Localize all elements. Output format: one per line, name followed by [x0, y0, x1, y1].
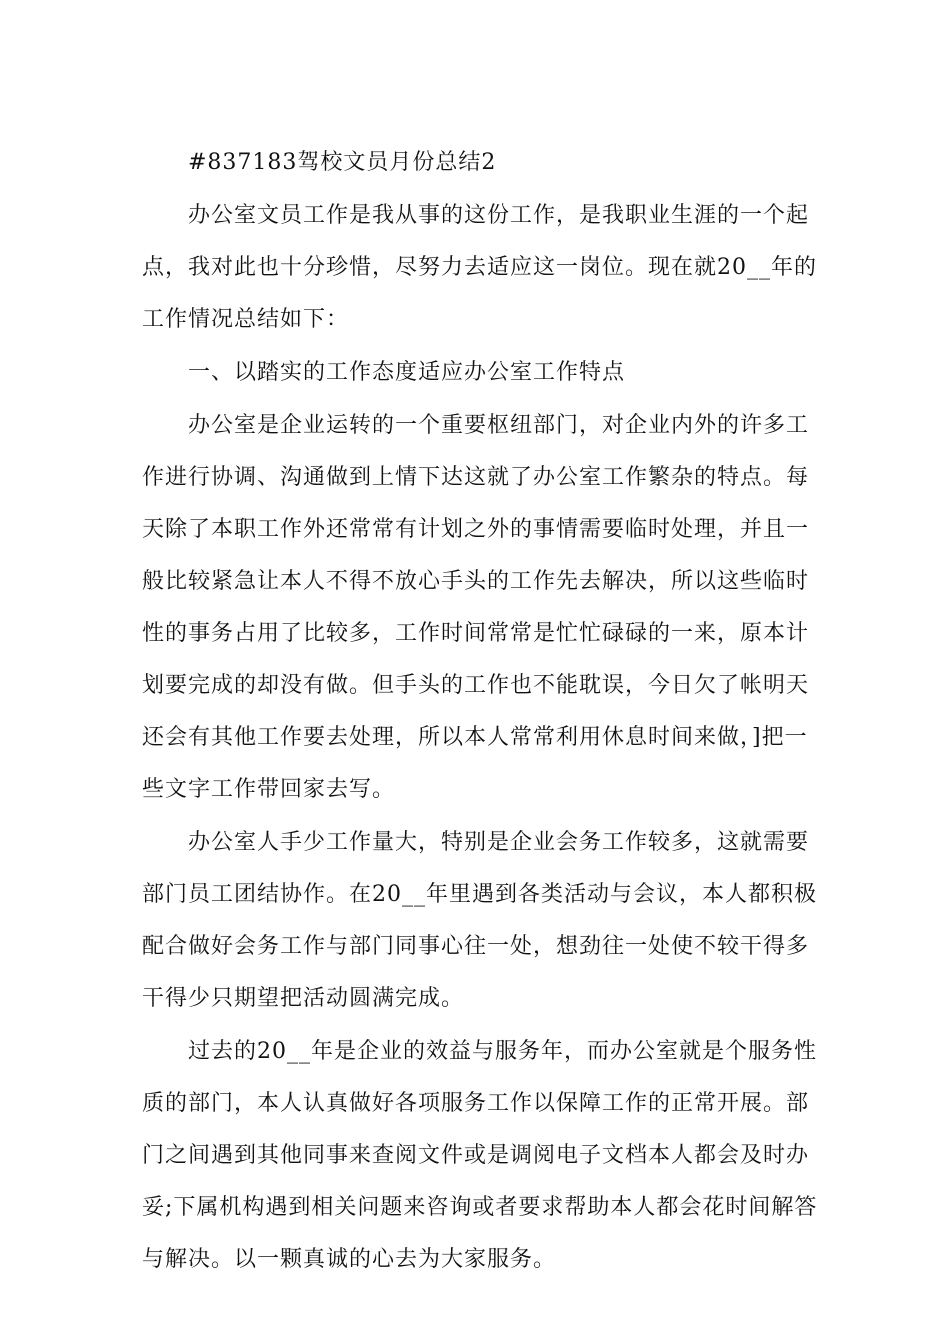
paragraph-line: 还会有其他工作要去处理，所以本人常常利用休息时间来做，]把一: [142, 725, 808, 750]
document-title: #837183驾校文员月份总结2: [188, 150, 497, 175]
paragraph-line: 质的部门，本人认真做好各项服务工作以保障工作的正常开展。部: [142, 1091, 810, 1116]
body-paragraph-1: [142, 400, 810, 816]
body-paragraph-3: [142, 1026, 818, 1286]
paragraph-line: 过去的20__年是企业的效益与服务年，而办公室就是个服务性: [188, 1039, 817, 1064]
paragraph-line: 般比较紧急让本人不得不放心手头的工作先去解决，所以这些临时: [142, 569, 810, 594]
section-heading-block: [142, 347, 810, 399]
paragraph-line: 妥;下属机构遇到相关问题来咨询或者要求帮助本人都会花时间解答: [142, 1195, 818, 1220]
document-title-block: [142, 137, 810, 189]
paragraph-line: 办公室人手少工作量大，特别是企业会务工作较多，这就需要: [188, 830, 810, 855]
paragraph-line: 性的事务占用了比较多，工作时间常常是忙忙碌碌的一来，原本计: [142, 621, 810, 646]
body-paragraph-2: [142, 817, 817, 1025]
paragraph-line: 些文字工作带回家去写。: [142, 777, 396, 802]
paragraph-line: 配合做好会务工作与部门同事心往一处，想劲往一处使不较干得多: [142, 934, 810, 959]
paragraph-line: 工作情况总结如下：: [142, 307, 350, 332]
intro-paragraph: [142, 190, 817, 346]
paragraph-line: 点，我对此也十分珍惜，尽努力去适应这一岗位。现在就20__年的: [142, 255, 817, 280]
paragraph-line: 办公室是企业运转的一个重要枢纽部门，对企业内外的许多工: [188, 413, 810, 438]
section-heading: 一、以踏实的工作态度适应办公室工作特点: [188, 360, 626, 385]
paragraph-line: 门之间遇到其他同事来查阅文件或是调阅电子文档本人都会及时办: [142, 1143, 810, 1168]
paragraph-line: 与解决。以一颗真诚的心去为大家服务。: [142, 1247, 557, 1272]
paragraph-line: 部门员工团结协作。在20__年里遇到各类活动与会议，本人都积极: [142, 882, 817, 907]
paragraph-line: 天除了本职工作外还常常有计划之外的事情需要临时处理，并且一: [142, 517, 810, 542]
document-page: [142, 137, 818, 1286]
paragraph-line: 办公室文员工作是我从事的这份工作，是我职业生涯的一个起: [188, 203, 810, 228]
paragraph-line: 划要完成的却没有做。但手头的工作也不能耽误，今日欠了帐明天: [142, 673, 810, 698]
paragraph-line: 干得少只期望把活动圆满完成。: [142, 986, 465, 1011]
paragraph-line: 作进行协调、沟通做到上情下达这就了办公室工作繁杂的特点。每: [142, 465, 810, 490]
